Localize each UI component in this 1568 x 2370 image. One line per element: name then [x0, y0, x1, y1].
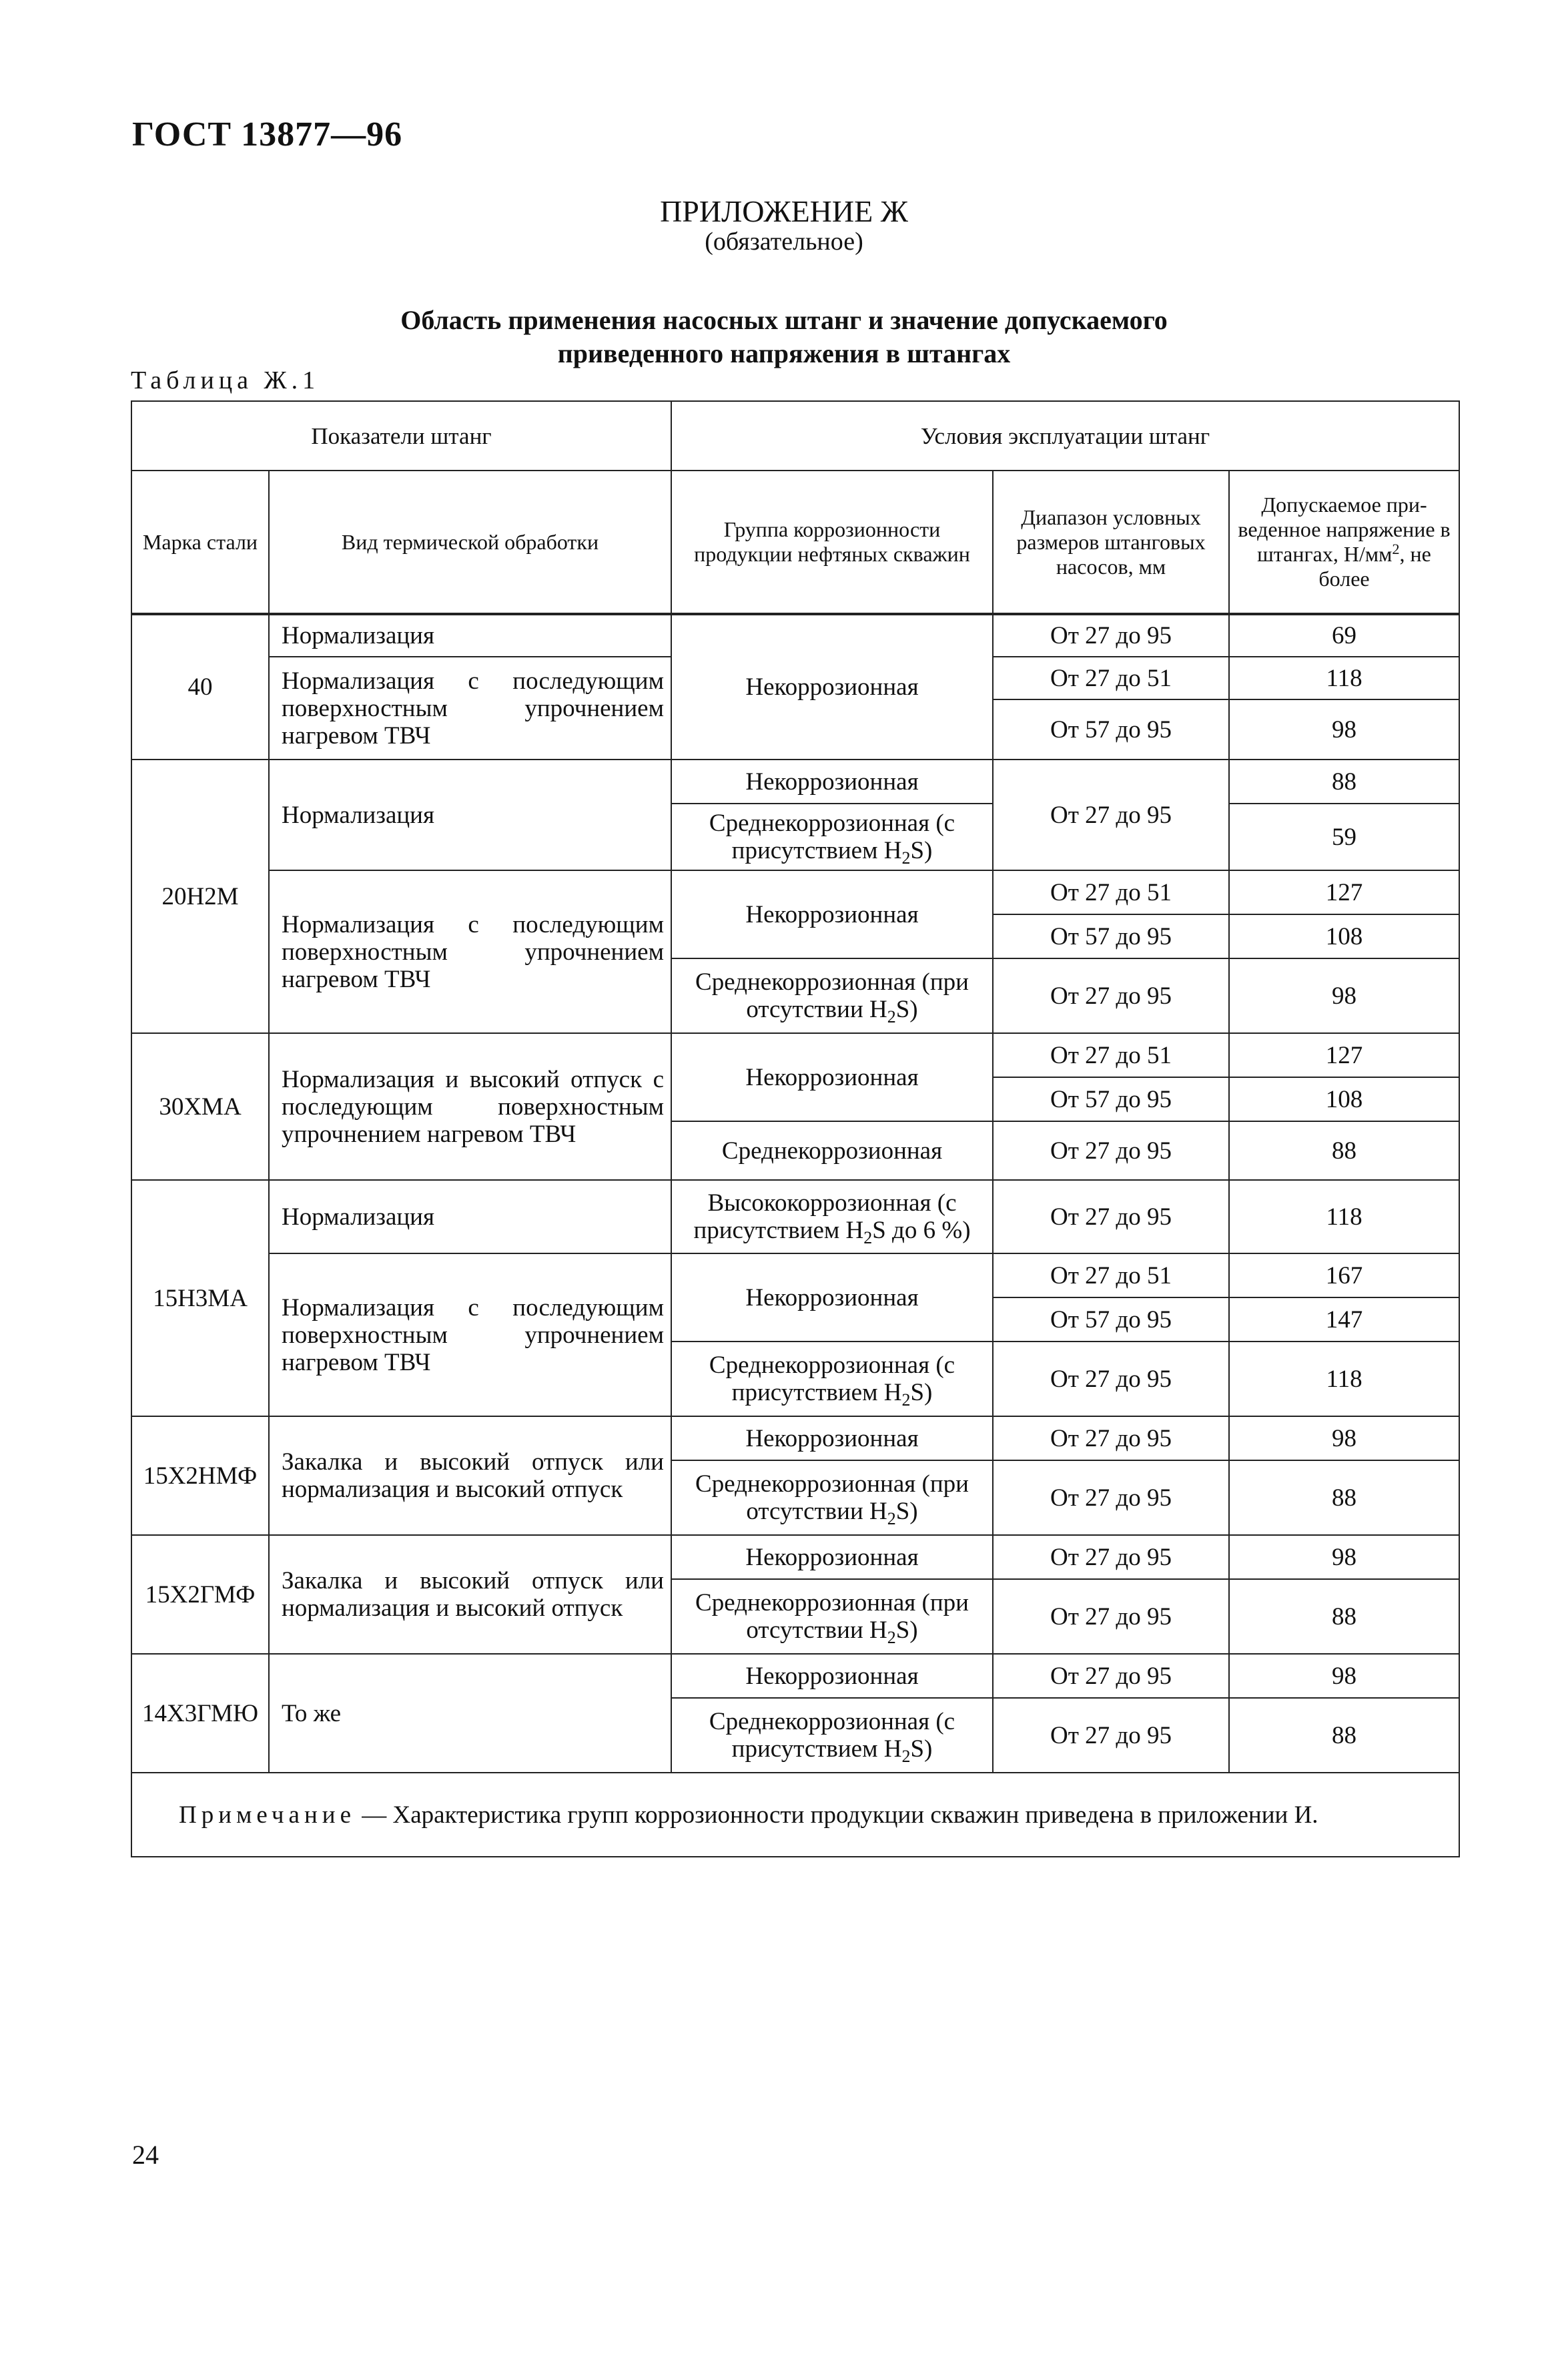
corrosion-group-cell: Некоррозионная — [671, 614, 993, 760]
note-row — [131, 1773, 1459, 1857]
note-text: — Характеристика групп коррозионности продукции скважин приведена в приложении И. — [356, 1801, 1318, 1829]
table-title-line-2: приведенного напряжения в штангах — [557, 338, 1011, 368]
stress-cell: 88 — [1229, 1121, 1459, 1180]
table-row — [131, 1416, 1459, 1460]
pump-range-cell: От 27 до 95 — [993, 1535, 1229, 1579]
table-row — [131, 870, 1459, 914]
corrosion-group-cell: Некоррозионная — [671, 1253, 993, 1342]
stress-cell: 59 — [1229, 804, 1459, 870]
heat-treatment-cell: Закалка и высокий отпуск или нормализация и высокий отпуск — [269, 1416, 671, 1535]
appendix-subtitle: (обязательное) — [705, 228, 863, 256]
table-note — [131, 1773, 1459, 1857]
table-caption: Таблица Ж.1 — [131, 366, 320, 394]
table-row — [131, 1535, 1459, 1579]
pump-range-cell: От 27 до 95 — [993, 1180, 1229, 1253]
stress-cell: 167 — [1229, 1253, 1459, 1297]
table-title-line-1: Область применения насосных штанг и значение допускаемого — [400, 305, 1168, 335]
corrosion-group-cell: Среднекоррозионная (при отсутствии $H_2S$) — [671, 1579, 993, 1654]
stress-cell: 98 — [1229, 1654, 1459, 1698]
heat-treatment-cell: Нормализация — [269, 1180, 671, 1253]
pump-range-cell: От 27 до 95 — [993, 1121, 1229, 1180]
steel-grade-cell: 30ХМА — [131, 1033, 269, 1180]
steel-grade-cell: 14Х3ГМЮ — [131, 1654, 269, 1773]
heat-treatment-cell: Нормализация с последующим поверхностным упрочнением нагревом ТВЧ — [269, 657, 671, 760]
corrosion-group-cell: Некоррозионная — [671, 870, 993, 958]
header-rod-indicators: Показатели штанг — [131, 401, 671, 471]
header-operating-conditions: Условия эксплуатации штанг — [671, 401, 1459, 471]
header-allowable-stress: Допускаемое приведенное напряжение в штангах, $Н/мм^2$, не более — [1229, 471, 1459, 614]
table-row — [131, 760, 1459, 804]
pump-range-cell: От 57 до 95 — [993, 699, 1229, 760]
stress-cell: 118 — [1229, 1180, 1459, 1253]
header-corrosion-group: Группа коррозионности продукции нефтяных скважин — [671, 471, 993, 614]
steel-grade-cell: 20Н2М — [131, 760, 269, 1033]
heat-treatment-cell: То же — [269, 1654, 671, 1773]
corrosion-group-cell: Некоррозионная — [671, 1535, 993, 1579]
stress-cell: 108 — [1229, 1077, 1459, 1121]
header-row-columns — [131, 471, 1459, 614]
heat-treatment-cell: Нормализация — [269, 760, 671, 870]
corrosion-group-cell: Среднекоррозионная — [671, 1121, 993, 1180]
stress-cell: 118 — [1229, 1342, 1459, 1416]
heat-treatment-cell: Нормализация и высокий отпуск с последующим поверхностным упрочнением нагревом ТВЧ — [269, 1033, 671, 1180]
heat-treatment-cell: Нормализация с последующим поверхностным упрочнением нагревом ТВЧ — [269, 1253, 671, 1416]
table-row — [131, 1654, 1459, 1698]
stress-cell: 127 — [1229, 1033, 1459, 1077]
stress-cell: 127 — [1229, 870, 1459, 914]
header-pump-size-range: Диапазон условных размеров штанговых насосов, мм — [993, 471, 1229, 614]
steel-grade-cell: 15Н3МА — [131, 1180, 269, 1416]
corrosion-group-cell: Среднекоррозионная (с присутствием $H_2S$) — [671, 1698, 993, 1773]
heat-treatment-cell: Нормализация с последующим поверхностным упрочнением нагревом ТВЧ — [269, 870, 671, 1033]
table-title — [0, 304, 1568, 370]
stress-cell: 147 — [1229, 1297, 1459, 1342]
corrosion-group-cell: Среднекоррозионная (при отсутствии $H_2S$) — [671, 1460, 993, 1535]
header-heat-treatment: Вид термической обработки — [269, 471, 671, 614]
note-label: Примечание — [179, 1801, 356, 1829]
stress-cell: 108 — [1229, 914, 1459, 958]
stress-cell: 88 — [1229, 1698, 1459, 1773]
pump-range-cell: От 27 до 95 — [993, 1342, 1229, 1416]
steel-grade-cell: 40 — [131, 614, 269, 760]
stress-cell: 88 — [1229, 1460, 1459, 1535]
pump-range-cell: От 27 до 95 — [993, 1698, 1229, 1773]
pump-range-cell: От 57 до 95 — [993, 914, 1229, 958]
pump-range-cell: От 57 до 95 — [993, 1077, 1229, 1121]
document-code: ГОСТ 13877—96 — [132, 115, 403, 154]
pump-range-cell: От 27 до 51 — [993, 870, 1229, 914]
corrosion-group-cell: Некоррозионная — [671, 1033, 993, 1121]
pump-range-cell: От 27 до 95 — [993, 1416, 1229, 1460]
pump-range-cell: От 27 до 95 — [993, 1579, 1229, 1654]
pump-range-cell: От 27 до 95 — [993, 1460, 1229, 1535]
corrosion-group-cell: Некоррозионная — [671, 1416, 993, 1460]
steel-grade-cell: 15Х2НМФ — [131, 1416, 269, 1535]
table-row — [131, 1180, 1459, 1253]
table-row — [131, 614, 1459, 657]
corrosion-group-cell: Некоррозионная — [671, 1654, 993, 1698]
appendix-title: ПРИЛОЖЕНИЕ Ж — [660, 194, 908, 228]
pump-range-cell: От 27 до 95 — [993, 614, 1229, 657]
stress-cell: 69 — [1229, 614, 1459, 657]
stress-cell: 98 — [1229, 1416, 1459, 1460]
rods-table — [131, 400, 1460, 1857]
heat-treatment-cell: Нормализация — [269, 614, 671, 657]
stress-cell: 118 — [1229, 657, 1459, 699]
pump-range-cell: От 27 до 95 — [993, 1654, 1229, 1698]
corrosion-group-cell: Среднекоррозионная (при отсутствии $H_2S$) — [671, 958, 993, 1033]
page-number: 24 — [132, 2140, 159, 2170]
header-steel-grade: Марка стали — [131, 471, 269, 614]
steel-grade-cell: 15Х2ГМФ — [131, 1535, 269, 1654]
heat-treatment-cell: Закалка и высокий отпуск или нормализация и высокий отпуск — [269, 1535, 671, 1654]
pump-range-cell: От 27 до 95 — [993, 760, 1229, 870]
stress-cell: 98 — [1229, 958, 1459, 1033]
table-row — [131, 1253, 1459, 1297]
stress-cell: 88 — [1229, 760, 1459, 804]
pump-range-cell: От 27 до 95 — [993, 958, 1229, 1033]
stress-cell: 98 — [1229, 699, 1459, 760]
corrosion-group-cell: Высококоррозионная (с присутствием $H_2S$ до 6 %) — [671, 1180, 993, 1253]
corrosion-group-cell: Среднекоррозионная (с присутствием $H_2S$) — [671, 1342, 993, 1416]
table-row — [131, 1033, 1459, 1077]
pump-range-cell: От 57 до 95 — [993, 1297, 1229, 1342]
pump-range-cell: От 27 до 51 — [993, 657, 1229, 699]
pump-range-cell: От 27 до 51 — [993, 1253, 1229, 1297]
stress-cell: 88 — [1229, 1579, 1459, 1654]
corrosion-group-cell: Среднекоррозионная (с присутствием $H_2S$) — [671, 804, 993, 870]
pump-range-cell: От 27 до 51 — [993, 1033, 1229, 1077]
header-row-groups — [131, 401, 1459, 471]
stress-cell: 98 — [1229, 1535, 1459, 1579]
corrosion-group-cell: Некоррозионная — [671, 760, 993, 804]
